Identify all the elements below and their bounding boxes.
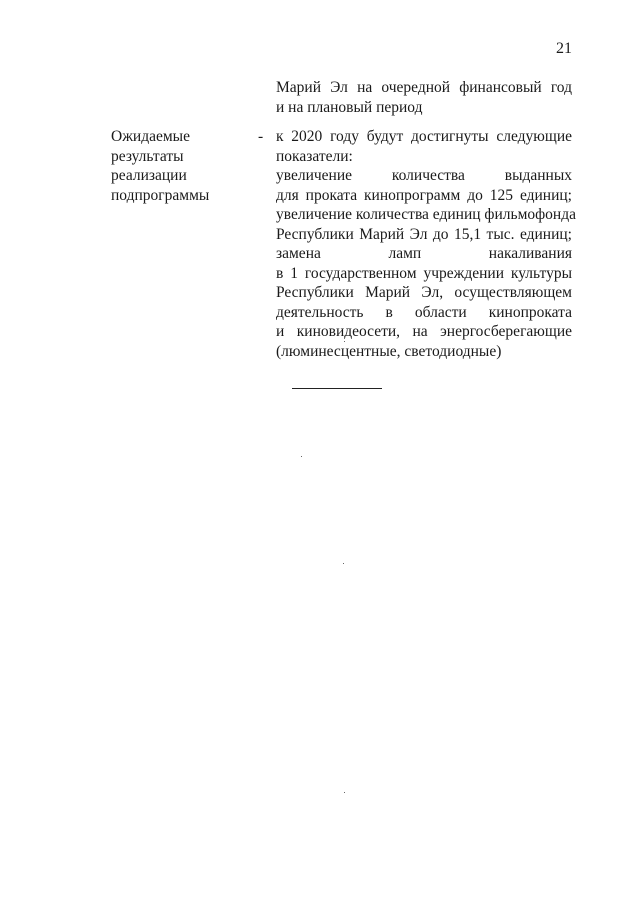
value-line: замена ламп накаливания [276, 245, 572, 262]
label-line: Ожидаемые [111, 128, 190, 145]
value-line: в 1 государственном учреждении культуры [276, 264, 572, 282]
value-line: (люминесцентные, светодиодные) [276, 342, 502, 360]
scan-speck [343, 563, 344, 564]
continuation-line: Марий Эл на очередной финансовый год [276, 79, 572, 96]
label-line: подпрограммы [111, 186, 210, 204]
value-line: увеличение количества выданных [276, 167, 572, 184]
page-number: 21 [556, 40, 572, 57]
value-line: и киновидеосети, на энергосберегающие [276, 323, 572, 340]
value-line: показатели: [276, 147, 353, 165]
continuation-text [276, 78, 572, 117]
label-line: реализации [111, 167, 187, 184]
value-line: для проката кинопрограмм до 125 единиц; [276, 186, 572, 204]
end-rule [292, 388, 382, 389]
section-value [276, 127, 576, 361]
section-label [111, 127, 251, 205]
value-line: увеличение количества единиц фильмофонда [276, 206, 576, 223]
separator-dash: - [258, 128, 264, 145]
scan-speck [344, 341, 345, 342]
label-line: результаты [111, 147, 184, 165]
scan-speck [344, 792, 345, 793]
value-line: деятельность в области кинопроката [276, 303, 572, 321]
value-line: Республики Марий Эл до 15,1 тыс. единиц; [276, 225, 572, 243]
continuation-line: и на плановый период [276, 98, 423, 116]
value-line: к 2020 году будут достигнуты следующие [276, 128, 572, 145]
value-line: Республики Марий Эл, осуществляющем [276, 284, 572, 301]
scan-speck [301, 456, 302, 457]
